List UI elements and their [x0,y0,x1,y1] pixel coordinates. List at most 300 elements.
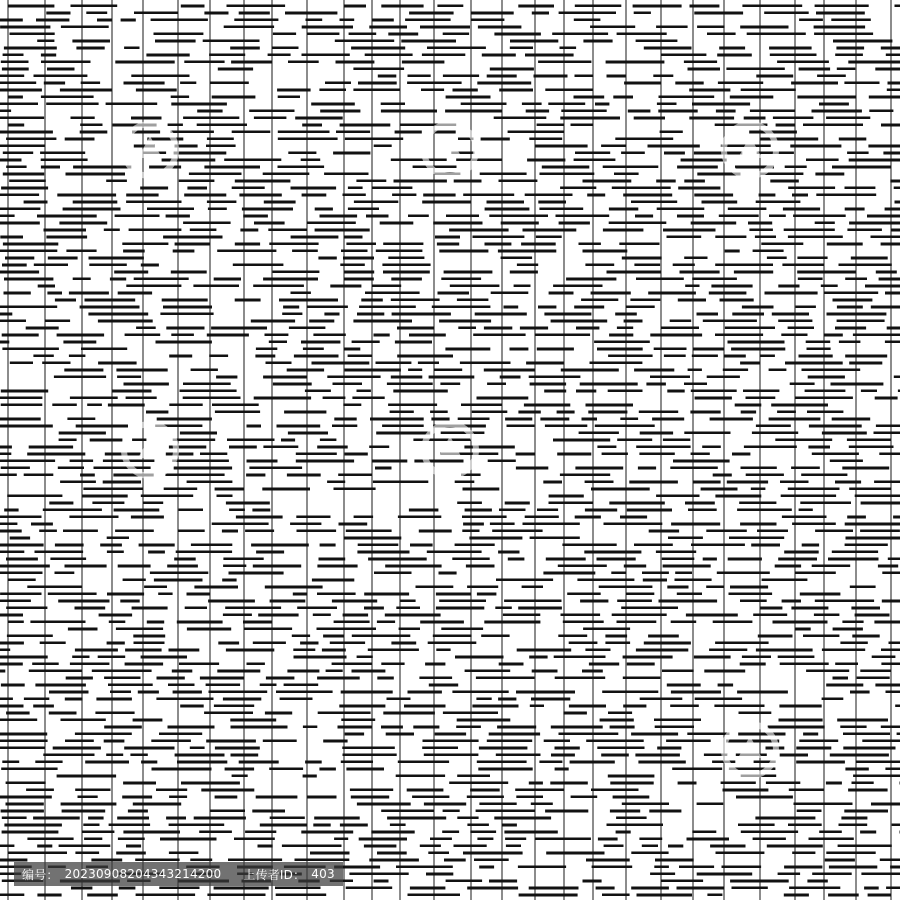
dash-stroke [281,439,295,442]
dash-stroke [576,327,599,330]
dash-stroke [546,852,604,855]
dash-stroke [183,383,231,386]
dash-stroke [778,320,812,323]
dash-stroke [5,257,34,260]
dash-stroke [37,845,52,848]
dash-stroke [435,733,466,736]
dash-stroke [409,334,446,337]
dash-stroke [277,89,311,92]
dash-stroke [49,712,77,715]
dash-stroke [797,810,822,813]
dash-stroke [839,824,868,827]
dash-stroke [230,47,260,50]
dash-stroke [222,579,236,582]
dash-stroke [133,719,163,722]
dash-stroke [433,222,482,225]
dash-stroke [871,306,900,309]
dash-stroke [92,670,152,673]
dash-stroke [454,845,487,848]
dash-stroke [505,838,526,841]
dash-stroke [553,439,610,442]
dash-stroke [29,670,82,673]
dash-stroke [327,376,380,379]
dash-stroke [126,194,158,197]
dash-stroke [128,810,148,813]
dash-stroke [179,509,203,512]
dash-stroke [273,271,320,274]
dash-stroke [265,712,292,715]
dash-stroke [602,453,628,456]
dash-stroke [855,495,900,498]
dash-stroke [305,761,322,764]
dash-stroke [70,460,94,463]
dash-stroke [545,810,588,813]
dash-stroke [282,313,302,316]
dash-stroke [709,649,747,652]
dash-stroke [157,677,185,680]
dash-stroke [372,19,393,22]
dash-stroke [684,257,707,260]
dash-stroke [181,782,240,785]
dash-stroke [96,698,131,701]
dash-stroke [882,600,900,603]
dash-stroke [160,838,217,841]
dash-stroke [508,131,564,134]
dash-stroke [599,586,653,589]
dash-stroke [836,47,864,50]
dash-stroke [106,180,127,183]
dash-stroke [518,5,554,8]
dash-stroke [530,537,580,540]
dash-stroke [107,537,129,540]
dash-stroke [369,446,389,449]
dash-stroke [53,747,101,750]
dash-stroke [344,278,374,281]
dash-stroke [317,677,360,680]
dash-stroke [886,887,900,890]
dash-stroke [872,656,896,659]
dash-stroke [116,628,163,631]
dash-stroke [610,726,635,729]
dash-stroke [556,215,610,218]
dash-stroke [1,810,44,813]
dash-stroke [110,278,126,281]
dash-stroke [865,285,900,288]
dash-stroke [609,502,665,505]
dash-stroke [71,117,95,120]
dash-stroke [83,824,99,827]
dash-stroke [759,194,776,197]
dash-stroke [692,103,750,106]
dash-stroke [747,33,806,36]
dash-stroke [114,509,160,512]
dash-stroke [410,544,433,547]
dash-stroke [449,229,509,232]
dash-stroke [667,390,684,393]
dash-stroke [62,810,106,813]
dash-stroke [882,572,900,575]
dash-stroke [6,782,46,785]
dash-stroke [162,299,208,302]
dash-stroke [169,355,192,358]
dash-stroke [507,425,535,428]
dash-stroke [332,600,377,603]
dash-stroke [579,432,619,435]
dash-stroke [166,327,204,330]
dash-stroke [516,453,536,456]
dash-stroke [534,75,568,78]
dash-stroke [245,831,276,834]
dash-stroke [889,642,900,645]
dash-stroke [0,523,17,526]
dash-stroke [185,607,207,610]
dash-stroke [8,852,67,855]
dash-stroke [183,397,241,400]
dash-stroke [476,810,535,813]
dash-stroke [756,649,813,652]
dash-stroke [514,285,531,288]
dash-stroke [523,229,577,232]
dash-stroke [295,859,350,862]
dash-stroke [7,495,62,498]
dash-stroke [888,558,900,561]
dash-stroke [738,824,775,827]
dash-stroke [313,334,345,337]
dash-stroke [247,663,265,666]
dash-stroke [545,89,592,92]
dash-stroke [835,54,863,57]
dash-stroke [322,649,346,652]
dash-stroke [788,488,840,491]
dash-stroke [553,285,602,288]
dash-stroke [703,320,757,323]
dash-stroke [552,33,608,36]
dash-stroke [173,691,202,694]
dash-stroke [119,887,136,890]
dash-stroke [207,894,265,897]
dash-stroke [183,117,239,120]
dash-stroke [314,817,360,820]
dash-stroke [590,26,635,29]
dash-stroke [879,278,900,281]
dash-stroke [313,824,330,827]
dash-stroke [207,138,234,141]
dash-stroke [429,684,458,687]
dash-stroke [777,411,796,414]
dash-stroke [586,740,644,743]
dash-stroke [530,705,544,708]
dash-stroke [885,768,900,771]
dash-stroke [332,663,372,666]
dash-stroke [440,383,460,386]
dash-stroke [309,320,334,323]
dash-stroke [207,201,237,204]
dash-stroke [737,509,792,512]
dash-stroke [408,75,431,78]
dash-stroke [0,89,42,92]
dash-stroke [0,593,41,596]
dash-stroke [439,572,457,575]
dash-stroke [0,271,39,274]
dash-stroke [686,614,738,617]
dash-stroke [463,523,484,526]
dash-stroke [631,887,669,890]
dash-stroke [890,180,900,183]
dash-stroke [400,600,415,603]
dash-stroke [503,614,540,617]
dash-stroke [282,845,342,848]
dash-stroke [673,460,730,463]
dash-stroke [361,299,383,302]
dash-stroke [317,446,348,449]
dash-stroke [560,47,577,50]
dash-stroke [323,635,344,638]
dash-stroke [388,404,437,407]
dash-stroke [638,761,685,764]
dash-stroke [566,278,616,281]
dash-stroke [278,131,330,134]
dash-stroke [852,635,879,638]
dash-stroke [744,446,797,449]
dash-stroke [537,348,574,351]
dash-stroke [343,754,397,757]
dash-stroke [662,670,694,673]
dash-stroke [365,54,413,57]
dash-stroke [617,600,652,603]
dash-stroke [169,796,187,799]
dash-stroke [422,747,458,750]
dash-stroke [799,68,831,71]
dash-stroke [684,180,705,183]
dash-stroke [560,117,620,120]
dash-stroke [817,75,846,78]
dash-stroke [791,82,838,85]
dash-stroke [326,670,343,673]
dash-stroke [290,523,321,526]
dash-stroke [751,544,780,547]
dash-stroke [642,572,669,575]
dash-stroke [874,481,900,484]
dash-stroke [881,649,900,652]
dash-stroke [151,740,191,743]
dash-stroke [268,54,291,57]
dash-stroke [0,117,44,120]
dash-stroke [588,411,627,414]
dash-stroke [844,82,879,85]
dash-stroke [0,341,9,344]
dash-stroke [303,726,317,729]
dash-stroke [610,782,653,785]
dash-stroke [891,229,900,232]
dash-stroke [194,817,246,820]
dash-stroke [228,859,282,862]
dash-stroke [886,54,900,57]
dash-stroke [34,264,68,267]
dash-stroke [537,509,558,512]
dash-stroke [288,432,328,435]
dash-stroke [57,194,116,197]
dash-stroke [320,110,360,113]
dash-stroke [816,194,876,197]
dash-stroke [592,866,633,869]
dash-stroke [135,859,179,862]
dash-stroke [408,894,461,897]
dash-stroke [837,719,888,722]
dash-stroke [481,138,510,141]
dash-stroke [427,551,482,554]
dash-stroke [8,579,36,582]
dash-stroke [327,481,345,484]
dash-stroke [253,565,301,568]
dash-stroke [656,180,676,183]
dash-stroke [444,271,493,274]
dash-stroke [839,264,892,267]
dash-stroke [439,250,488,253]
dash-stroke [0,145,45,148]
dash-stroke [575,516,601,519]
dash-stroke [847,439,891,442]
dash-stroke [319,89,346,92]
dash-stroke [463,194,514,197]
dash-stroke [136,89,177,92]
dash-stroke [688,68,721,71]
dash-stroke [576,390,596,393]
dash-stroke [492,530,542,533]
dash-stroke [306,19,323,22]
dash-stroke [461,103,507,106]
dash-stroke [372,460,407,463]
dash-stroke [694,152,742,155]
dash-stroke [477,82,531,85]
dash-stroke [252,509,270,512]
dash-stroke [467,796,504,799]
dash-stroke [591,488,650,491]
dash-stroke [656,551,696,554]
dash-stroke [341,761,373,764]
dash-stroke [567,593,601,596]
dash-stroke [391,376,423,379]
dash-stroke [761,243,803,246]
dash-stroke [48,593,97,596]
dash-stroke [87,894,118,897]
dash-stroke [526,362,563,365]
dash-stroke [852,782,874,785]
dash-stroke [397,327,434,330]
dash-stroke [0,82,36,85]
dash-stroke [519,894,578,897]
dash-stroke [477,593,497,596]
dash-stroke [472,705,518,708]
dash-stroke [65,740,94,743]
dash-stroke [702,201,738,204]
dash-stroke [499,180,538,183]
dash-stroke [664,152,685,155]
dash-stroke [784,229,835,232]
dash-stroke [37,40,54,43]
dash-stroke [777,61,829,64]
dash-stroke [692,831,716,834]
dash-stroke [517,264,538,267]
dash-stroke [743,390,779,393]
dash-stroke [270,600,306,603]
dash-stroke [3,173,44,176]
dash-stroke [44,82,65,85]
dash-stroke [838,845,892,848]
dash-stroke [72,40,110,43]
dash-stroke [494,33,541,36]
dash-stroke [826,782,842,785]
dash-stroke [689,117,734,120]
dash-stroke [0,733,47,736]
dash-stroke [845,355,887,358]
dash-stroke [407,82,462,85]
dash-stroke [287,670,319,673]
dash-stroke [640,698,683,701]
dash-stroke [239,12,270,15]
dash-stroke [215,747,260,750]
dash-stroke [334,621,370,624]
dash-stroke [885,292,900,295]
dash-stroke [806,341,831,344]
dash-stroke [636,446,690,449]
dash-stroke [189,173,242,176]
dash-stroke [260,684,277,687]
dash-stroke [739,502,776,505]
dash-stroke [323,740,347,743]
dash-stroke [455,544,495,547]
dash-stroke [181,5,205,8]
dash-stroke [756,75,793,78]
dash-stroke [232,131,271,134]
dash-stroke [302,194,327,197]
dash-stroke [392,313,451,316]
dash-stroke [2,761,19,764]
dash-stroke [871,236,900,239]
dash-stroke [814,33,873,36]
dash-stroke [212,96,256,99]
dash-stroke [728,558,762,561]
dash-stroke [855,614,890,617]
dash-stroke [60,481,96,484]
dash-stroke [61,26,109,29]
dash-stroke [434,369,462,372]
dash-stroke [302,54,350,57]
dash-stroke [383,712,435,715]
dash-stroke [168,726,215,729]
dash-stroke [472,411,508,414]
dash-stroke [124,747,174,750]
dash-stroke [662,558,695,561]
dash-stroke [107,642,125,645]
dash-stroke [458,418,490,421]
dash-stroke [575,5,622,8]
dash-stroke [691,544,745,547]
dash-stroke [634,544,673,547]
dash-stroke [1,768,57,771]
dash-stroke [443,75,479,78]
dash-stroke [703,558,717,561]
dash-stroke [555,677,606,680]
dash-stroke [301,159,321,162]
dash-stroke [0,397,42,400]
dash-stroke [395,341,432,344]
dash-stroke [526,110,549,113]
dash-stroke [0,600,31,603]
dash-stroke [672,768,722,771]
dash-stroke [132,607,168,610]
dash-stroke [214,887,269,890]
dash-stroke [437,5,463,8]
